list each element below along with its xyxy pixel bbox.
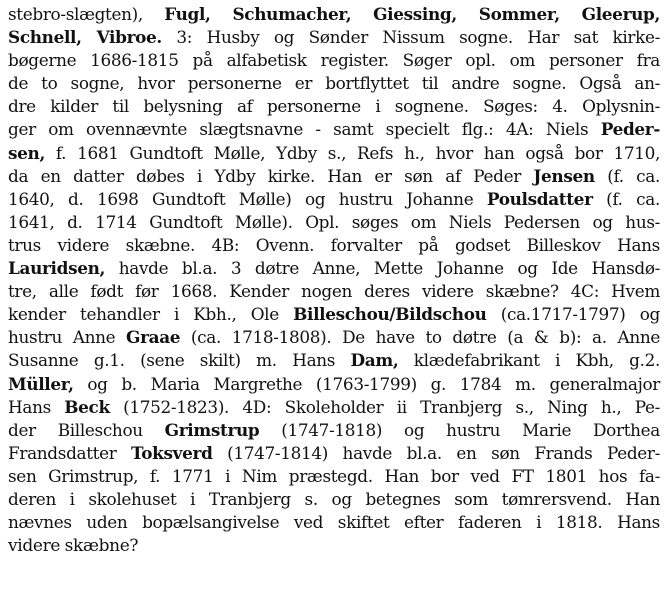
- text-segment: 3: Husby og Sønder Nissum sogne. Har sat kirke-: [161, 28, 661, 49]
- bold-surname: Müller,: [8, 374, 74, 395]
- text-segment: hustru Anne: [8, 328, 127, 349]
- text-segment: videre skæbne?: [8, 536, 139, 557]
- text-segment: 1640, d. 1698 Gundtoft Mølle) og hustru Johanne: [8, 189, 487, 210]
- bold-surname: Dam,: [350, 351, 399, 372]
- text-segment: (1747-1814) havde bl.a. en søn Frands Peder-: [212, 443, 661, 464]
- text-line: [8, 327, 660, 350]
- text-line: [8, 96, 660, 119]
- text-segment: dre kilder til belysning af personerne i sognene. Søges: 4. Oplysnin-: [8, 97, 661, 118]
- text-segment: (f. ca.: [594, 166, 661, 187]
- text-segment: Susanne g.1. (sene skilt) m. Hans: [8, 351, 351, 372]
- text-segment: tre, alle født før 1668. Kender nogen deres videre skæbne? 4C: Hvem: [8, 282, 661, 303]
- text-segment: (1747-1818) og hustru Marie Dorthea: [259, 420, 661, 441]
- text-segment: stebro-slægten),: [8, 5, 165, 25]
- text-line: [8, 143, 660, 166]
- text-line: [8, 258, 660, 281]
- text-segment: f. 1681 Gundtoft Mølle, Ydby s., Refs h., hvor han også bor 1710,: [44, 143, 661, 164]
- text-segment: Frandsdatter: [8, 443, 132, 464]
- bold-surname: Lauridsen,: [8, 259, 106, 280]
- document-page: [8, 4, 663, 558]
- text-line: [8, 189, 660, 212]
- bold-surname: Toksverd: [131, 443, 213, 464]
- text-segment: de to sogne, hvor personerne er bortflyttet til andre sogne. Også an-: [8, 74, 661, 95]
- text-segment: (f. ca.: [592, 189, 660, 210]
- text-segment: sen Grimstrup, f. 1771 i Nim præstegd. Han bor ved FT 1801 hos fa-: [8, 466, 661, 487]
- bold-surname: Schnell, Vibroe.: [8, 28, 162, 49]
- text-line: [8, 4, 660, 27]
- text-segment: nævnes uden bopælsangivelse ved skiftet efter faderen i 1818. Hans: [8, 513, 661, 534]
- text-segment: (ca. 1718-1808). De have to døtre (a & b): a. Anne: [180, 328, 661, 349]
- text-line: [8, 374, 660, 397]
- text-line: [8, 235, 660, 258]
- text-segment: og b. Maria Margrethe (1763-1799) g. 1784 m. generalmajor: [73, 374, 661, 395]
- bold-surname: Billeschou/Bildschou: [293, 305, 487, 326]
- text-segment: havde bl.a. 3 døtre Anne, Mette Johanne og Ide Hansdø-: [105, 259, 661, 280]
- text-line: [8, 512, 660, 535]
- text-line: [8, 489, 660, 512]
- bold-surname: Fugl, Schumacher, Giessing, Sommer, Gleerup,: [164, 5, 661, 25]
- text-segment: bøgerne 1686-1815 på alfabetisk register. Søger opl. om personer fra: [8, 51, 661, 72]
- text-line: [8, 397, 660, 420]
- text-line: [8, 304, 660, 327]
- text-line: [8, 212, 660, 235]
- bold-surname: Grimstrup: [164, 420, 260, 441]
- text-segment: (1752-1823). 4D: Skoleholder ii Tranbjerg s., Ning h., Pe-: [109, 397, 661, 418]
- text-line: [8, 535, 663, 558]
- bold-surname: Poulsdatter: [486, 189, 593, 210]
- bold-surname: Peder-: [600, 120, 661, 141]
- text-line: [8, 166, 660, 189]
- text-line: [8, 27, 660, 50]
- text-segment: Hans: [8, 397, 65, 418]
- text-line: [8, 119, 660, 142]
- text-segment: ger om ovennævnte slægtsnavne - samt specielt flg.: 4A: Niels: [8, 120, 601, 141]
- text-line: [8, 350, 660, 373]
- text-segment: klædefabrikant i Kbh, g.2.: [398, 351, 661, 372]
- article-text-block: [8, 4, 663, 558]
- text-segment: (ca.1717-1797) og: [486, 305, 660, 326]
- text-segment: kender tehandler i Kbh., Ole: [8, 305, 294, 326]
- text-line: [8, 466, 660, 489]
- text-line: [8, 281, 660, 304]
- text-segment: der Billeschou: [8, 420, 165, 441]
- text-segment: deren i skolehuset i Tranbjerg s. og betegnes som tømrersvend. Han: [8, 489, 661, 510]
- bold-surname: Jensen: [533, 166, 595, 187]
- text-line: [8, 443, 660, 466]
- text-line: [8, 420, 660, 443]
- bold-surname: Beck: [64, 397, 110, 418]
- text-line: [8, 73, 660, 96]
- bold-surname: sen,: [8, 143, 45, 164]
- text-segment: trus videre skæbne. 4B: Ovenn. forvalter på godset Billeskov Hans: [8, 235, 661, 256]
- text-line: [8, 50, 660, 73]
- bold-surname: Graae: [126, 328, 181, 349]
- text-segment: 1641, d. 1714 Gundtoft Mølle). Opl. søges om Niels Pedersen og hus-: [8, 212, 661, 233]
- text-segment: da en datter døbes i Ydby kirke. Han er søn af Peder: [8, 166, 534, 187]
